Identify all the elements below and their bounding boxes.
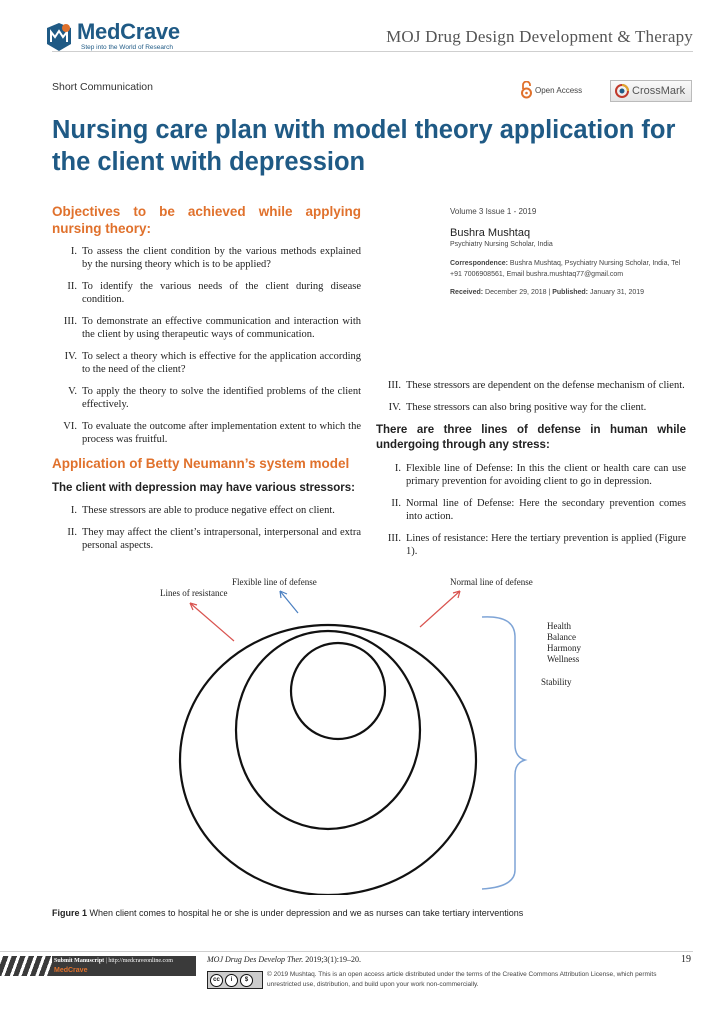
left-column — [52, 203, 361, 561]
crossmark-button[interactable] — [610, 80, 692, 102]
normal-arrow — [420, 591, 460, 627]
footer-divider — [0, 951, 693, 952]
list-item: II. Normal line of Defense: Here the secondary prevention comes into action. — [391, 498, 686, 522]
stressors-heading: The client with depression may have various stressors: — [52, 482, 355, 494]
open-access-icon — [521, 81, 532, 99]
application-heading: Application of Betty Neumann’s system model — [52, 456, 350, 471]
creative-commons-badge[interactable] — [207, 971, 263, 989]
list-item: III. To demonstrate an effective communication and interaction with the client by using therapeutic ways of communication. — [63, 316, 361, 340]
list-item: III. Lines of resistance: Here the tertiary prevention is applied (Figure 1). — [387, 533, 686, 557]
submit-manuscript-banner[interactable] — [0, 956, 196, 976]
normal-line-label: Normal line of defense — [450, 577, 533, 587]
page-number: 19 — [681, 954, 691, 965]
by-icon: i — [225, 974, 238, 987]
figure-caption: Figure 1 When client comes to hospital he or she is under depression and we as nurses can take tertiary interventions — [52, 908, 524, 918]
list-item: II. To identify the various needs of the client during disease condition. — [67, 281, 361, 305]
header-divider — [52, 51, 693, 52]
license-text: © 2019 Mushtaq. This is an open access article distributed under the terms of the Creative Commons Attribution License, which permits unrestricted use, distribution, and build upon your work non-commercially. — [267, 971, 657, 988]
logo-tagline: Step into the World of Research — [81, 44, 174, 51]
article-type: Short Communication — [52, 81, 153, 93]
cc-icon: cc — [210, 974, 223, 987]
volume-issue: Volume 3 Issue 1 - 2019 — [450, 207, 537, 216]
list-item: I. Flexible line of Defense: In this the client or health care can use primary prevention for avoiding client to go in depression. — [394, 463, 686, 487]
medcrave-logo-icon — [44, 22, 74, 52]
list-item: II. They may affect the client’s intrapersonal, interpersonal and extra personal aspects. — [67, 527, 361, 551]
stressors-list-continued — [376, 379, 686, 414]
resistance-line-label: Lines of resistance — [160, 588, 228, 598]
flexible-line-circle — [180, 625, 476, 895]
correspondence: Correspondence: Bushra Mushtaq, Psychiatry Nursing Scholar, India, Tel +91 7006908561, Email bushra.mushtaq77@gmail.com — [450, 260, 681, 278]
core-label-health: Health — [547, 621, 571, 631]
resistance-arrow — [190, 603, 234, 641]
list-item: V. To apply the theory to solve the identified problems of the client effectively. — [68, 386, 361, 410]
submit-manuscript-link[interactable]: Submit Manuscript | http://medcraveonline.com — [54, 958, 173, 964]
resistance-line-circle — [291, 643, 385, 739]
author-affiliation: Psychiatry Nursing Scholar, India — [450, 241, 553, 248]
figure-1 — [120, 575, 640, 895]
core-label-balance: Balance — [547, 632, 576, 642]
nc-icon: $ — [240, 974, 253, 987]
citation: MOJ Drug Des Develop Ther. 2019;3(1):19‒20. — [207, 955, 361, 964]
brace-shape — [482, 617, 525, 889]
objectives-list — [52, 245, 361, 446]
list-item: IV. To select a theory which is effective for the application according to the need of the client? — [64, 351, 361, 375]
list-item: I. To assess the client condition by the various methods explained by the nursing theory which is to be applied? — [70, 246, 361, 270]
list-item: I. These stressors are able to produce negative effect on client. — [70, 505, 335, 516]
stability-label: Stability — [541, 677, 572, 687]
defense-list — [376, 462, 686, 558]
list-item: VI. To evaluate the outcome after implementation extent to which the process was fruitful. — [63, 421, 361, 445]
journal-name: MOJ Drug Design Development & Therapy — [386, 27, 693, 46]
list-item: III. These stressors are dependent on the defense mechanism of client. — [387, 380, 685, 391]
footer-brand: MedCrave — [54, 967, 88, 974]
open-access-label: Open Access — [535, 85, 583, 95]
stripes-decoration — [0, 956, 52, 976]
article-info — [450, 207, 690, 296]
crossmark-label: CrossMark — [632, 85, 686, 97]
article-dates: Received: December 29, 2018 | Published: January 31, 2019 — [450, 289, 645, 296]
normal-line-circle — [236, 631, 420, 829]
objectives-heading: Objectives to be achieved while applying nursing theory: — [52, 204, 361, 236]
right-column — [376, 379, 686, 567]
medcrave-logo[interactable] — [44, 19, 194, 54]
core-label-wellness: Wellness — [547, 654, 580, 664]
article-title: Nursing care plan with model theory application for the client with depression — [52, 116, 676, 176]
crossmark-icon — [615, 84, 629, 98]
core-label-harmony: Harmony — [547, 643, 581, 653]
open-access-badge[interactable] — [521, 80, 582, 100]
author-name: Bushra Mushtaq — [450, 227, 531, 239]
stressors-list — [52, 504, 361, 552]
defense-heading: There are three lines of defense in human while undergoing through any stress: — [376, 424, 686, 451]
logo-wordmark: MedCrave — [77, 19, 180, 44]
flexible-line-label: Flexible line of defense — [232, 577, 317, 587]
flexible-arrow — [280, 591, 298, 613]
list-item: IV. These stressors can also bring positive way for the client. — [388, 402, 647, 413]
